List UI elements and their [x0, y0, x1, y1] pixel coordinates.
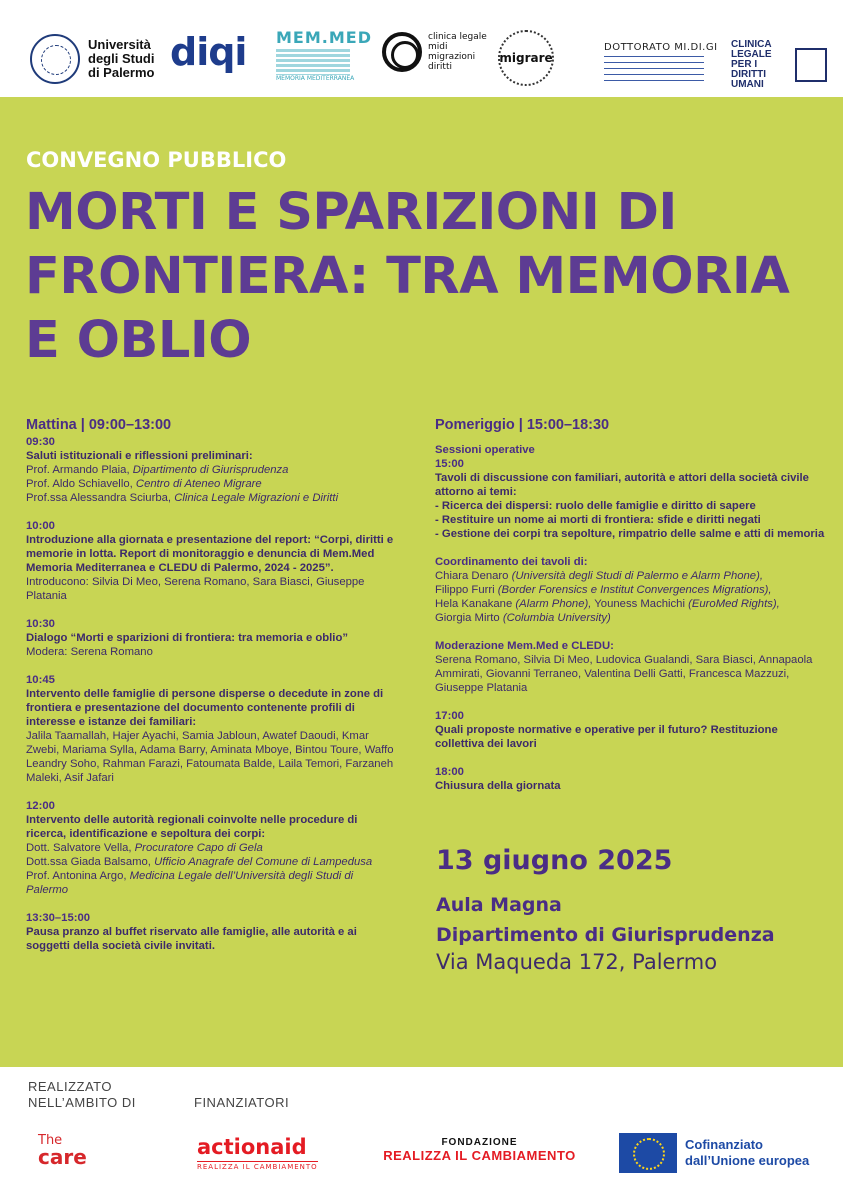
memmed-wave-icon [276, 49, 350, 75]
unipa-name: Università degli Studi di Palermo [88, 37, 155, 80]
speaker [26, 841, 398, 855]
thecare-logo [38, 1133, 87, 1167]
clinica-midi-logo [382, 32, 488, 72]
program-block [26, 911, 398, 953]
speaker-name: Prof. Antonina Argo, [26, 870, 130, 882]
block-title: Chiusura della giornata [435, 780, 561, 792]
poster-body [0, 97, 843, 1067]
coordinator-role: (EuroMed Rights), [688, 598, 780, 610]
block-title: Intervento delle famiglie di persone disperse o decedute in zone di frontiera e presentazione del documento contenente profili di interesse e istanze dei familiari: [26, 688, 384, 728]
program-block [26, 617, 398, 659]
fondazione-name: REALIZZA IL CAMBIAMENTO [383, 1148, 576, 1163]
block-title: Introduzione alla giornata e presentazione del report: “Corpi, diritti e memorie in lotta. Report di monitoraggio e denuncia di Mem.Med Memoria Mediterranea e CLEDU di Palermo, 2024 - 2025”. [26, 534, 394, 574]
actionaid-logo [197, 1135, 318, 1171]
block-moderator: Modera: Serena Romano [26, 646, 153, 658]
speaker [26, 463, 398, 477]
family-names: Jalila Taamallah, Hajer Ayachi, Samia Jabloun, Awatef Daoudi, Kmar Zwebi, Mariama Sylla, Adama Barry, Aminata Mboye, Bintou Toure, Waffo Leandry Soho, Rahman Farazi, Fatoumata Balde, Laila Temori, Farzaneh Maleki, Asif Jafari [26, 730, 394, 784]
speaker-name: Dott.ssa Giada Balsamo, [26, 856, 155, 868]
coordinator-role: (Columbia University) [502, 612, 611, 624]
diqi-logo [170, 30, 246, 74]
program-block [435, 765, 825, 793]
dottorato-lines-icon [604, 56, 704, 86]
moderation-block [435, 639, 825, 695]
memmed-wordmark: MEM.MED [276, 28, 372, 47]
dottorato-title: DOTTORATO MI.DI.GI [604, 42, 718, 53]
event-kicker: CONVEGNO PUBBLICO [26, 148, 287, 172]
finanziatori-label: FINANZIATORI [194, 1095, 290, 1110]
cledu-logo [731, 40, 827, 90]
coordinator-role: (Alarm Phone), [515, 598, 592, 610]
coordinator [435, 569, 825, 583]
actionaid-wordmark: actionaid [197, 1135, 307, 1159]
program-block [26, 519, 398, 603]
block-title: Pausa pranzo al buffet riservato alle famiglie, alle autorità e ai soggetti della società civile invitati. [26, 926, 357, 952]
actionaid-tagline: REALIZZA IL CAMBIAMENTO [197, 1163, 318, 1171]
afternoon-program [435, 417, 825, 807]
morning-program [26, 417, 398, 967]
speaker [26, 855, 398, 869]
topic-item: - Restituire un nome ai morti di frontiera: sfide e diritti negati [435, 514, 761, 526]
speaker-name: Dott. Salvatore Vella, [26, 842, 135, 854]
venue-department: Dipartimento di Giurisprudenza [436, 924, 775, 946]
migrare-logo [498, 30, 554, 86]
program-block [26, 673, 398, 785]
block-title: Saluti istituzionali e riflessioni preliminari: [26, 450, 253, 462]
speaker [26, 869, 398, 897]
dottorato-logo [604, 42, 718, 86]
speaker-name: Prof. Armando Plaia, [26, 464, 133, 476]
coordinator-name: Chiara Denaro [435, 570, 512, 582]
afternoon-heading: Pomeriggio | 15:00–18:30 [435, 417, 610, 433]
diqi-wordmark: diqi [170, 30, 247, 74]
sponsors-footer [0, 1067, 843, 1191]
realizzato-label: REALIZZATO NELL’AMBITO DI [28, 1079, 136, 1110]
block-time: 09:30 [26, 436, 55, 448]
block-time: 12:00 [26, 800, 55, 812]
moderator-names: Serena Romano, Silvia Di Meo, Ludovica Gualandi, Sara Biasci, Annapaola Ammirati, Giovanni Terraneo, Valentina Delli Gatti, Francesca Mazzuzi, Giuseppe Platania [435, 654, 813, 694]
block-time: 17:00 [435, 710, 464, 722]
coordinator [435, 583, 825, 597]
coordination-label: Coordinamento dei tavoli di: [435, 556, 588, 568]
fondazione-logo [372, 1137, 587, 1163]
migrare-wordmark: migrare [498, 30, 554, 86]
coordinator-name: Filippo Furri [435, 584, 498, 596]
speaker-role: Dipartimento di Giurisprudenza [132, 464, 289, 476]
block-title: Tavoli di discussione con familiari, autorità e attori della società civile attorno ai temi: [435, 472, 809, 498]
block-title: Intervento delle autorità regionali coinvolte nelle procedure di ricerca, identificazione e sepoltura dei corpi: [26, 814, 358, 840]
speaker [26, 491, 398, 505]
cledu-emblem-icon [795, 48, 827, 82]
memmed-subtitle: MEMORIA MEDITERRANEA [276, 75, 355, 82]
block-time: 15:00 [435, 458, 464, 470]
venue-address: Via Maqueda 172, Palermo [436, 950, 718, 974]
speaker-role: Ufficio Anagrafe del Comune di Lampedusa [154, 856, 373, 868]
event-date: 13 giugno 2025 [436, 845, 673, 876]
speaker-name: Prof.ssa Alessandra Sciurba, [26, 492, 175, 504]
speaker-role: Clinica Legale Migrazioni e Diritti [174, 492, 339, 504]
speaker-role: Centro di Ateneo Migrare [135, 478, 262, 490]
block-intro: Introducono: Silvia Di Meo, Serena Romano, Sara Biasci, Giuseppe Platania [26, 576, 365, 602]
morning-heading: Mattina | 09:00–13:00 [26, 417, 172, 433]
clinica-circle-icon [382, 32, 422, 72]
coordinator-role: (Università degli Studi di Palermo e Alarm Phone), [511, 570, 763, 582]
program-block [435, 709, 825, 751]
unipa-seal-icon [30, 34, 80, 84]
coordinator [435, 611, 825, 625]
block-title: Dialogo “Morti e sparizioni di frontiera: tra memoria e oblio” [26, 632, 348, 644]
fondazione-label: FONDAZIONE [441, 1137, 518, 1148]
partner-logos-bar [0, 0, 843, 97]
speaker-role: Medicina Legale dell’Università degli Studi di Palermo [26, 870, 354, 896]
thecare-the: The [38, 1133, 63, 1148]
session-label: Sessioni operative [435, 444, 535, 456]
eu-flag-icon [619, 1133, 677, 1173]
moderation-label: Moderazione Mem.Med e CLEDU: [435, 640, 614, 652]
coordinator [435, 597, 825, 611]
topic-item: - Gestione dei corpi tra sepolture, rimpatrio delle salme e atti di memoria [435, 528, 825, 540]
program-block [26, 799, 398, 897]
clinica-midi-text: clinica legale midi migrazioni diritti [428, 32, 487, 72]
memmed-logo [276, 28, 372, 82]
cledu-text: CLINICA LEGALE PER I DIRITTI UMANI [731, 39, 772, 90]
eu-cofinanced-logo [619, 1133, 835, 1173]
block-time: 10:00 [26, 520, 55, 532]
block-time: 10:30 [26, 618, 55, 630]
coordination-block [435, 555, 825, 625]
block-title: Quali proposte normative e operative per il futuro? Restituzione collettiva dei lavori [435, 724, 778, 750]
venue-room: Aula Magna [436, 894, 562, 916]
coordinator-role: (Border Forensics e Institut Convergences Migrations), [497, 584, 772, 596]
topic-item: - Ricerca dei dispersi: ruolo delle famiglie e diritto di sapere [435, 500, 756, 512]
coordinator-name: Giorgia Mirto [435, 612, 503, 624]
block-time: 18:00 [435, 766, 464, 778]
speaker-name: Prof. Aldo Schiavello, [26, 478, 136, 490]
event-title: MORTI E SPARIZIONI DI FRONTIERA: TRA MEMORIA E OBLIO [25, 183, 790, 370]
program-block [435, 443, 825, 541]
coordinator-name: Hela Kanakane [435, 598, 516, 610]
block-time: 13:30–15:00 [26, 912, 91, 924]
program-block [26, 435, 398, 505]
venue-block [436, 845, 836, 974]
block-time: 10:45 [26, 674, 55, 686]
coordinator-name: Youness Machichi [591, 598, 689, 610]
speaker-role: Procuratore Capo di Gela [134, 842, 263, 854]
eu-text: Cofinanziato dall’Unione europea [685, 1137, 810, 1168]
thecare-word: care [38, 1145, 87, 1169]
speaker [26, 477, 398, 491]
unipa-logo [30, 33, 158, 85]
